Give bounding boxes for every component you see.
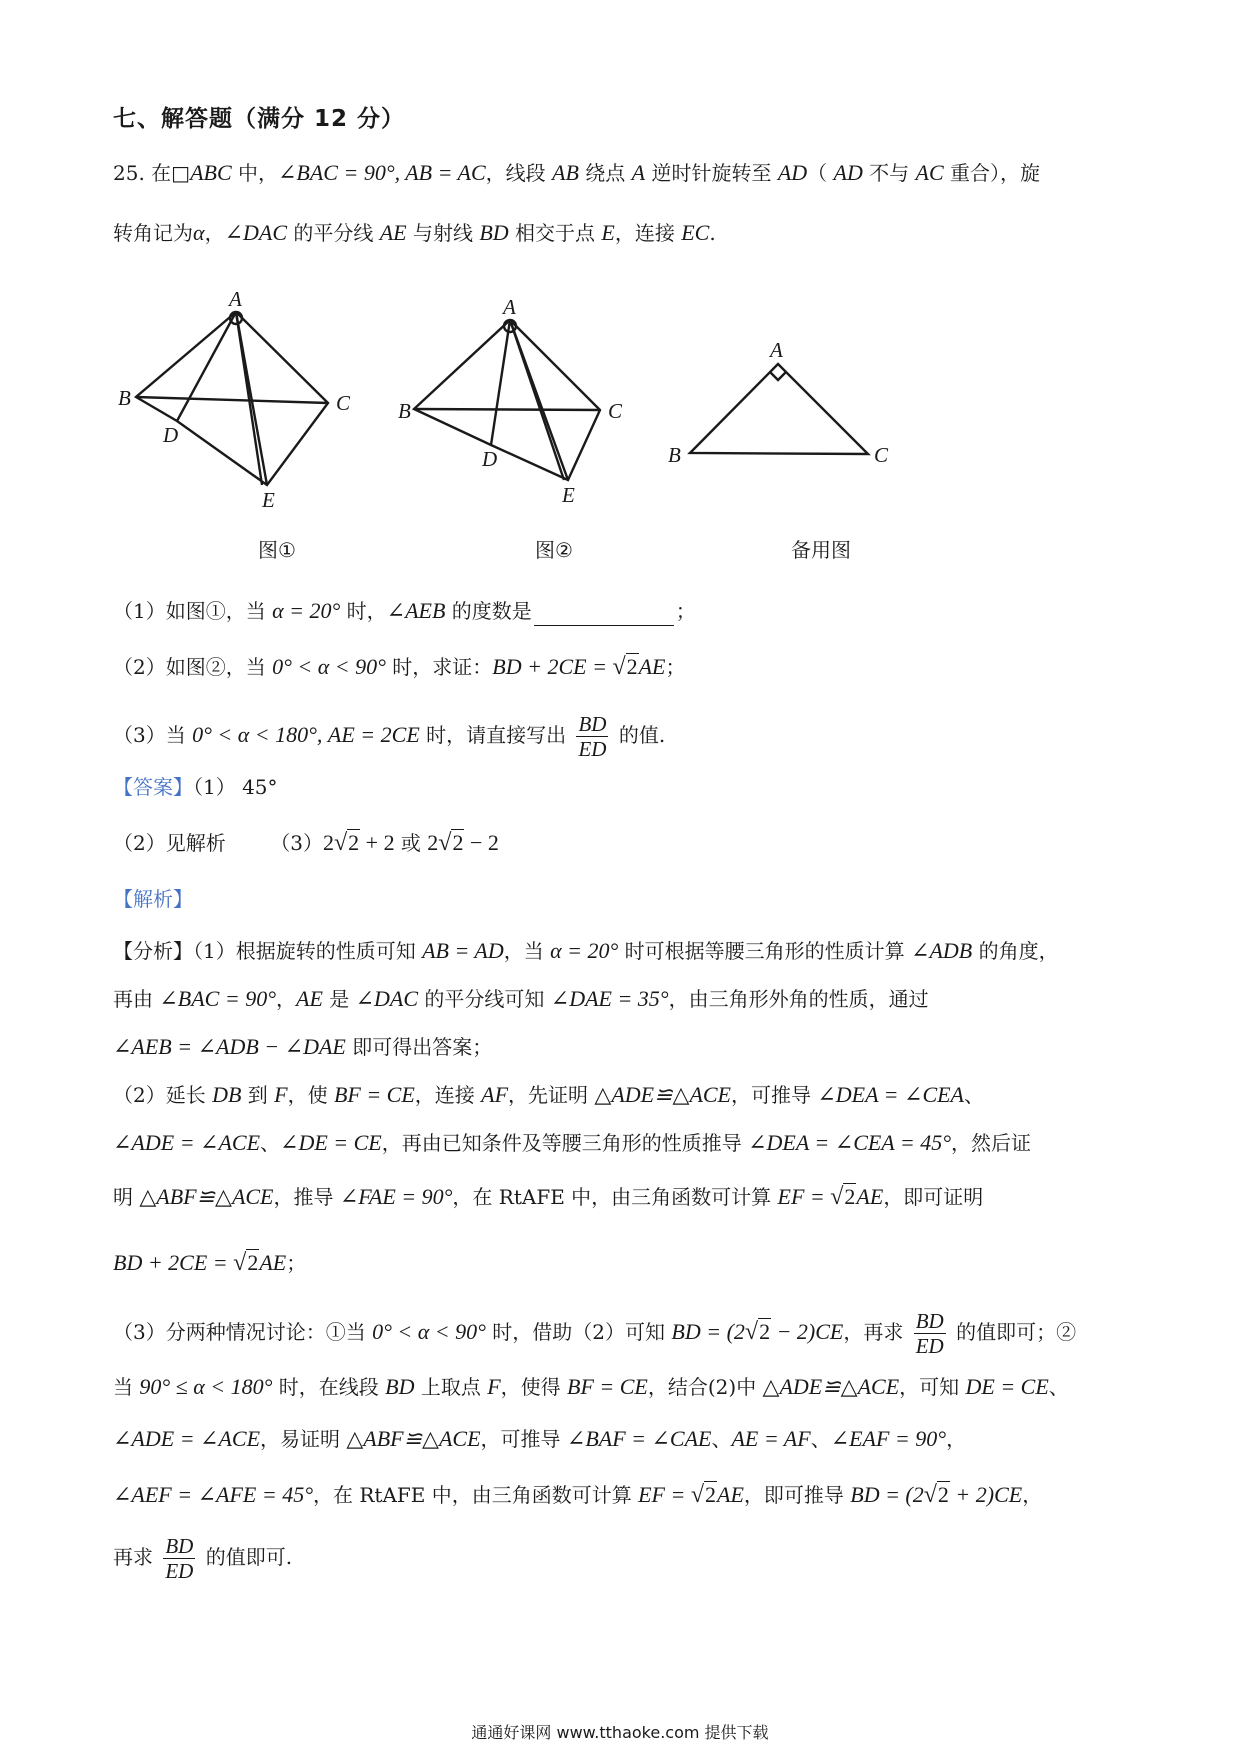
text: 上取点 bbox=[414, 1375, 488, 1399]
math: ∠DAE = 35° bbox=[550, 986, 669, 1011]
analysis-line-1 bbox=[113, 936, 1059, 966]
text: ，使 bbox=[287, 1083, 334, 1107]
sqrt: √2 bbox=[744, 1319, 771, 1345]
math: BD + 2CE = bbox=[492, 654, 613, 679]
analysis-line-12 bbox=[113, 1530, 292, 1584]
math: AE bbox=[856, 1184, 884, 1209]
sqrt-radicand: 2 bbox=[759, 1319, 771, 1344]
math: α = 20° bbox=[550, 938, 619, 963]
fig3-label-b: B bbox=[668, 443, 681, 467]
fraction bbox=[163, 1534, 195, 1583]
text: （1） 45° bbox=[193, 775, 278, 799]
text: （3）当 bbox=[113, 723, 193, 747]
problem-number: 25. bbox=[113, 161, 145, 185]
answer-line-2 bbox=[113, 828, 499, 858]
text: 再由 bbox=[113, 987, 160, 1011]
math: EC bbox=[681, 220, 710, 245]
text: （2）延长 bbox=[113, 1083, 213, 1107]
text: ； bbox=[675, 599, 696, 623]
figure-2-caption: 图② bbox=[535, 538, 573, 562]
math: ∠DEA = ∠CEA = 45° bbox=[748, 1130, 951, 1155]
text: 的平分线 bbox=[287, 221, 380, 245]
text: AFE 中，由三角函数可计算 bbox=[521, 1185, 778, 1209]
math: △ABF≌△ACE bbox=[346, 1426, 481, 1451]
text: 、 bbox=[1048, 1375, 1069, 1399]
math: α bbox=[193, 220, 205, 245]
sqrt: √2 bbox=[830, 1184, 856, 1210]
math: AE bbox=[259, 1250, 287, 1275]
math: AE bbox=[717, 1482, 744, 1507]
math: ∠BAC = 90° bbox=[159, 986, 276, 1011]
analysis-line-2 bbox=[113, 984, 929, 1014]
analysis-line-4 bbox=[113, 1080, 984, 1110]
math: 2 bbox=[427, 830, 439, 855]
math: AB = AD bbox=[422, 938, 504, 963]
sqrt-radicand: 2 bbox=[844, 1184, 856, 1209]
text: ，再由已知条件及等腰三角形的性质推导 bbox=[381, 1131, 749, 1155]
fraction-denominator: ED bbox=[578, 737, 607, 761]
text: ，结合(2)中 bbox=[647, 1375, 763, 1399]
math: BD bbox=[385, 1374, 415, 1399]
analysis-line-7 bbox=[113, 1248, 306, 1278]
text: 重合），旋 bbox=[943, 161, 1041, 185]
math: F bbox=[487, 1374, 501, 1399]
text: ； bbox=[286, 1251, 307, 1275]
answer-blank bbox=[534, 605, 674, 626]
fig1-line-ac-diag bbox=[236, 312, 262, 485]
text: 时，借助（2）可知 bbox=[485, 1320, 672, 1344]
fraction-numerator: BD bbox=[578, 712, 607, 736]
sqrt-radicand: 2 bbox=[247, 1250, 259, 1275]
math: BD bbox=[479, 220, 509, 245]
text: ，连接 bbox=[614, 221, 682, 245]
text: ，连接 bbox=[414, 1083, 482, 1107]
math: ∠DE = CE bbox=[280, 1130, 382, 1155]
text: ，在 Rt bbox=[452, 1185, 522, 1209]
sqrt: √2 bbox=[333, 830, 360, 856]
text: ， bbox=[946, 1427, 967, 1451]
figure-3-caption: 备用图 bbox=[791, 538, 851, 562]
math: ∠AEB bbox=[386, 598, 446, 623]
text: ，在 Rt bbox=[313, 1483, 383, 1507]
text: 、 bbox=[810, 1427, 831, 1451]
math: + 2 bbox=[360, 830, 395, 855]
math: AE bbox=[638, 654, 666, 679]
math: △ADE≌△ACE bbox=[594, 1082, 731, 1107]
text: ，当 bbox=[503, 939, 551, 963]
text: ，线段 bbox=[485, 161, 553, 185]
text: 或 bbox=[394, 831, 428, 855]
math: AB bbox=[552, 160, 579, 185]
sqrt-radicand: 2 bbox=[626, 654, 638, 679]
sqrt: √2 bbox=[923, 1482, 949, 1508]
figure-1-caption: 图① bbox=[258, 538, 296, 562]
fraction-denominator: ED bbox=[915, 1334, 944, 1358]
text: ， bbox=[276, 987, 296, 1011]
text: 不与 bbox=[862, 161, 916, 185]
math: α = 20° bbox=[272, 598, 341, 623]
sqrt: √2 bbox=[612, 654, 638, 680]
math: 2 bbox=[322, 830, 334, 855]
fig2-line-diag bbox=[510, 320, 564, 480]
fig2-label-d: D bbox=[482, 447, 498, 471]
math: EF = bbox=[777, 1184, 831, 1209]
text: （2）见解析 bbox=[113, 831, 226, 855]
text: 再求 bbox=[113, 1545, 160, 1569]
problem-line-1 bbox=[113, 158, 1040, 188]
text: . bbox=[709, 221, 716, 245]
text: （1）如图①，当 bbox=[113, 599, 273, 623]
math: 0° < α < 180°, AE = 2CE bbox=[192, 722, 420, 747]
text: 到 bbox=[241, 1083, 275, 1107]
sqrt-radicand: 2 bbox=[348, 830, 360, 855]
math: A bbox=[631, 160, 646, 185]
text: ，易证明 bbox=[260, 1427, 347, 1451]
fraction bbox=[914, 1309, 946, 1358]
math: BF = CE bbox=[333, 1082, 415, 1107]
math: △ABF≌△ACE bbox=[139, 1184, 274, 1209]
fig2-label-c: C bbox=[608, 399, 623, 423]
math: AE bbox=[379, 220, 407, 245]
text: 、 bbox=[964, 1083, 984, 1107]
math: − 2 bbox=[464, 830, 499, 855]
math: BD = (2 bbox=[671, 1319, 745, 1344]
text: ，推导 bbox=[273, 1185, 340, 1209]
sqrt: √2 bbox=[690, 1482, 716, 1508]
text: 的角度， bbox=[972, 939, 1059, 963]
math: AD bbox=[833, 160, 863, 185]
math: ∠AEF = ∠AFE = 45° bbox=[113, 1482, 313, 1507]
text: ，可推导 bbox=[731, 1083, 818, 1107]
analysis-line-11 bbox=[113, 1480, 1042, 1510]
fig3-right-angle-mark bbox=[770, 372, 786, 380]
text: 时， bbox=[340, 599, 387, 623]
math: DB bbox=[212, 1082, 242, 1107]
math: BD = (2 bbox=[850, 1482, 924, 1507]
math: ∠BAF = ∠CAE bbox=[566, 1426, 712, 1451]
analysis-tag-line bbox=[113, 884, 193, 914]
fig3-label-a: A bbox=[770, 338, 783, 362]
text: ，可知 bbox=[899, 1375, 966, 1399]
text: AFE 中，由三角函数可计算 bbox=[382, 1483, 639, 1507]
sqrt-radicand: 2 bbox=[705, 1482, 716, 1507]
fig1-line-ad bbox=[177, 312, 236, 421]
math: ∠DAC bbox=[224, 220, 287, 245]
fig2-line-bc bbox=[414, 409, 600, 410]
text: 、 bbox=[711, 1427, 732, 1451]
math: DE = CE bbox=[965, 1374, 1049, 1399]
math: △ADE≌△ACE bbox=[762, 1374, 900, 1399]
sqrt-radicand: 2 bbox=[937, 1482, 949, 1507]
section-title: 七、解答题（满分 12 分） bbox=[113, 106, 406, 132]
math: BF = CE bbox=[567, 1374, 648, 1399]
text: 在 bbox=[151, 161, 172, 185]
text: ，使得 bbox=[500, 1375, 568, 1399]
problem-line-2 bbox=[113, 218, 716, 248]
fig1-label-c: C bbox=[336, 391, 351, 415]
fraction-denominator: ED bbox=[165, 1559, 194, 1583]
math: ∠AEB = ∠ADB − ∠DAE bbox=[113, 1034, 346, 1059]
text: 逆时针旋转至 bbox=[645, 161, 778, 185]
math: AE = AF bbox=[731, 1426, 811, 1451]
text: 时，请直接写出 bbox=[419, 723, 573, 747]
question-2 bbox=[113, 652, 686, 682]
math: ∠FAE = 90° bbox=[339, 1184, 453, 1209]
answer-tag: 【答案】 bbox=[113, 775, 193, 799]
text: 与射线 bbox=[406, 221, 480, 245]
fraction-numerator: BD bbox=[165, 1534, 194, 1558]
text: 的平分线可知 bbox=[418, 987, 551, 1011]
text: ，即可证明 bbox=[883, 1185, 984, 1209]
analysis-line-5 bbox=[113, 1128, 1031, 1158]
figure-3 bbox=[690, 364, 868, 454]
text: 相交于点 bbox=[508, 221, 602, 245]
text: 绕点 bbox=[578, 161, 632, 185]
text: 的值即可. bbox=[199, 1545, 293, 1569]
fig2-label-a: A bbox=[503, 295, 516, 319]
text: 时，求证： bbox=[385, 655, 493, 679]
text: （ bbox=[807, 161, 834, 185]
math: ABC bbox=[190, 160, 232, 185]
math: AE bbox=[296, 986, 323, 1011]
math: 90° ≤ α < 180° bbox=[139, 1374, 273, 1399]
analysis-line-3 bbox=[113, 1032, 492, 1062]
text: □ bbox=[171, 161, 191, 185]
text: 转角记为 bbox=[113, 221, 193, 245]
text: 的值即可；② bbox=[949, 1320, 1077, 1344]
geometry-figures bbox=[0, 280, 1240, 540]
text: ，由三角形外角的性质，通过 bbox=[668, 987, 929, 1011]
math: F bbox=[274, 1082, 288, 1107]
math: 0° < α < 90° bbox=[272, 654, 386, 679]
fraction-numerator: BD bbox=[915, 1309, 944, 1333]
math: ∠ADE = ∠ACE bbox=[113, 1130, 261, 1155]
text: ； bbox=[665, 655, 686, 679]
math: AC bbox=[915, 160, 944, 185]
text: 的值. bbox=[612, 723, 666, 747]
fraction bbox=[576, 712, 608, 761]
text: （2）如图②，当 bbox=[113, 655, 273, 679]
page-footer: 通通好课网 www.tthaoke.com 提供下载 bbox=[471, 1723, 769, 1742]
math: ∠ADE = ∠ACE bbox=[113, 1426, 261, 1451]
text: 明 bbox=[113, 1185, 140, 1209]
text: ， bbox=[204, 221, 225, 245]
question-1 bbox=[113, 596, 696, 626]
fig1-line-bc bbox=[136, 397, 328, 403]
figure-1 bbox=[136, 312, 328, 485]
text: 当 bbox=[113, 1375, 140, 1399]
analysis-line-10 bbox=[113, 1424, 966, 1454]
fig1-label-d: D bbox=[163, 423, 179, 447]
answer-line-1 bbox=[113, 772, 278, 802]
analysis-line-6 bbox=[113, 1182, 983, 1212]
sqrt-radicand: 2 bbox=[452, 830, 464, 855]
math: 0° < α < 90° bbox=[372, 1319, 486, 1344]
math: AD bbox=[777, 160, 808, 185]
math: BD + 2CE = bbox=[113, 1250, 234, 1275]
math: ∠DAC bbox=[355, 986, 419, 1011]
fig1-label-e: E bbox=[262, 488, 275, 512]
fig1-label-a: A bbox=[229, 287, 242, 311]
text: ，然后证 bbox=[951, 1131, 1031, 1155]
text: 时，在线段 bbox=[272, 1375, 386, 1399]
fig1-label-b: B bbox=[118, 386, 131, 410]
analysis-line-9 bbox=[113, 1372, 1069, 1402]
math: AF bbox=[481, 1082, 509, 1107]
text: 是 bbox=[322, 987, 356, 1011]
math: − 2)CE bbox=[771, 1319, 844, 1344]
fig2-label-b: B bbox=[398, 399, 411, 423]
text: 中， bbox=[231, 161, 278, 185]
math: ∠DEA = ∠CEA bbox=[817, 1082, 964, 1107]
sqrt: √2 bbox=[233, 1250, 259, 1276]
math: ∠EAF = 90° bbox=[830, 1426, 947, 1451]
text: （3） bbox=[270, 831, 323, 855]
math: ∠BAC = 90°, AB = AC bbox=[278, 160, 486, 185]
analysis-line-8 bbox=[113, 1305, 1076, 1359]
fig3-label-c: C bbox=[874, 443, 889, 467]
analysis-tag: 【解析】 bbox=[113, 887, 193, 911]
text: （3）分两种情况讨论：①当 bbox=[113, 1320, 373, 1344]
figure-2 bbox=[414, 320, 600, 480]
text: ，再求 bbox=[843, 1320, 910, 1344]
text: 即可得出答案； bbox=[345, 1035, 493, 1059]
text: 时可根据等腰三角形的性质计算 bbox=[618, 939, 912, 963]
text: ， bbox=[1022, 1483, 1043, 1507]
sqrt: √2 bbox=[438, 830, 464, 856]
text: ，先证明 bbox=[508, 1083, 595, 1107]
question-3 bbox=[113, 708, 665, 762]
text: 、 bbox=[260, 1131, 281, 1155]
math: EF = bbox=[638, 1482, 691, 1507]
math: ∠ADB bbox=[911, 938, 973, 963]
text: ，即可推导 bbox=[743, 1483, 851, 1507]
text: 的度数是 bbox=[445, 599, 532, 623]
fig2-line-ad bbox=[491, 320, 510, 445]
math: E bbox=[601, 220, 615, 245]
fig2-label-e: E bbox=[562, 483, 575, 507]
math: + 2)CE bbox=[949, 1482, 1023, 1507]
text: 【分析】（1）根据旋转的性质可知 bbox=[113, 939, 423, 963]
text: ，可推导 bbox=[480, 1427, 567, 1451]
